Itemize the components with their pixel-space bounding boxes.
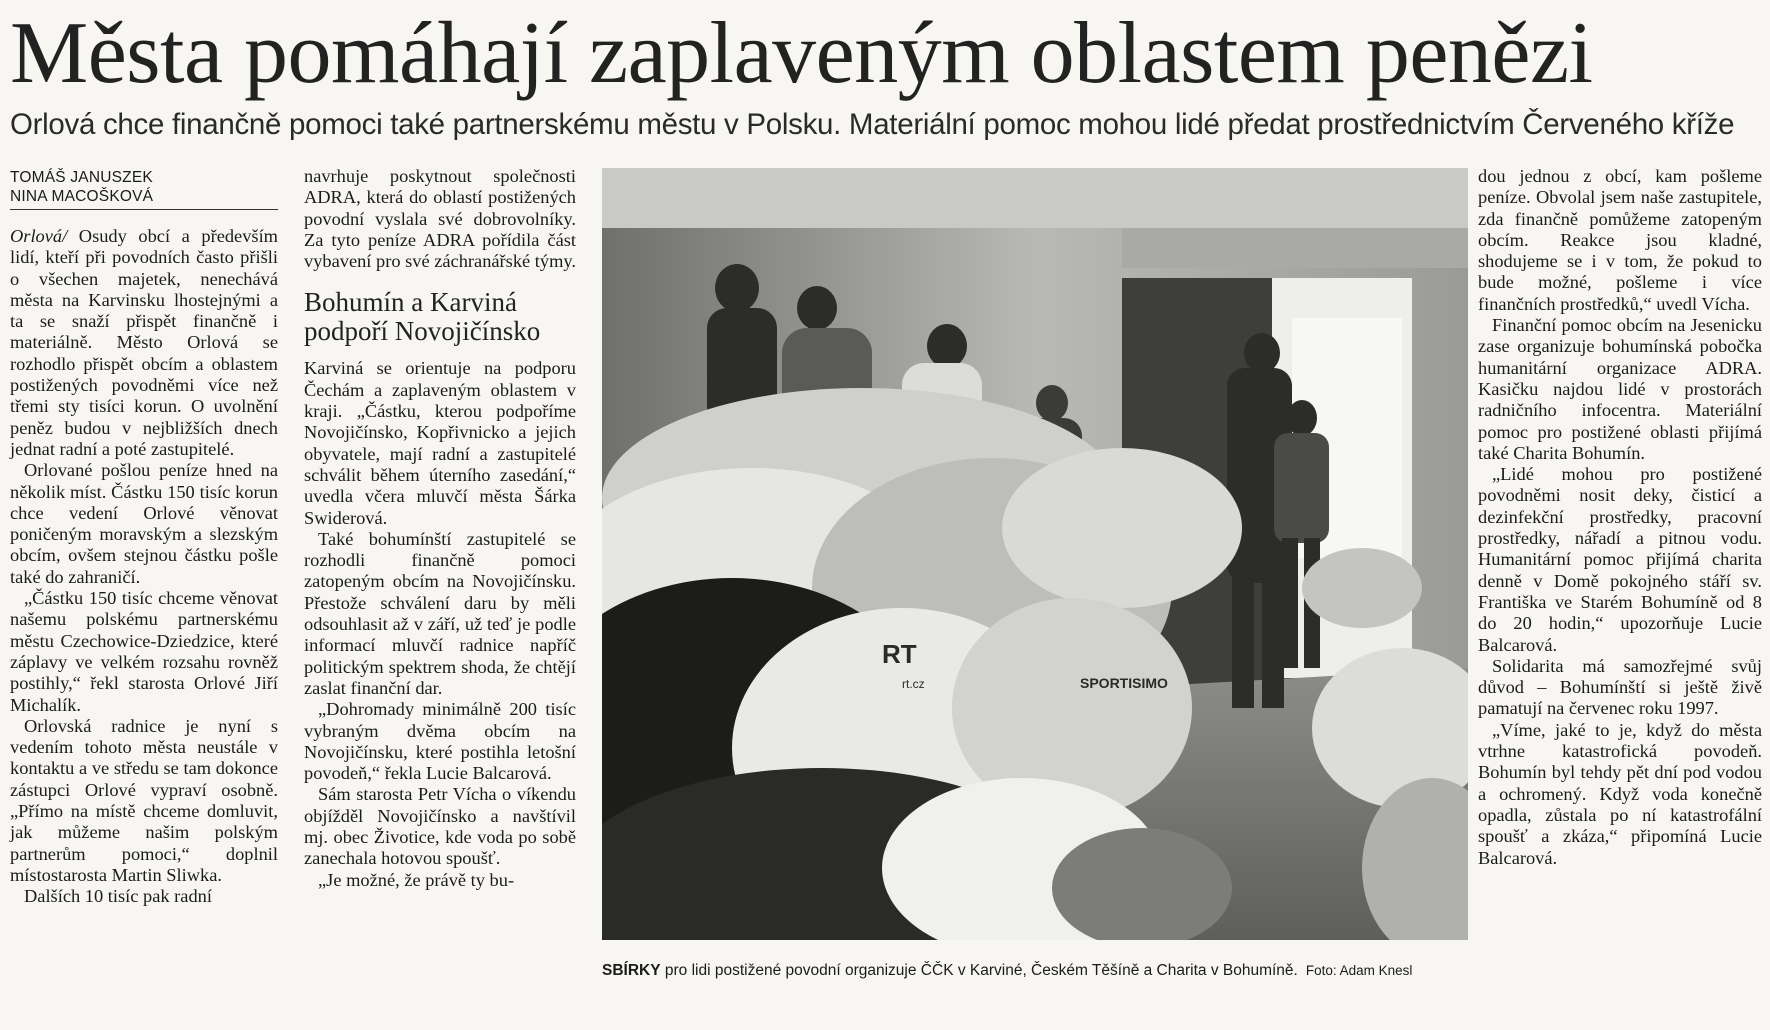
byline [10, 168, 278, 210]
subheadline: Orlová chce finančně pomoci také partnerskému městu v Polsku. Materiální pomoc mohou lidé předat prostřednictvím Červeného kříže [10, 108, 1735, 141]
photo-illustration [602, 168, 1468, 940]
paragraph: „Je možné, že právě ty bu- [318, 869, 515, 890]
paragraph: Solidarita má samozřejmé svůj důvod – Bohumínští si ještě živě pamatují na červenec roku 1997. [1478, 655, 1762, 719]
paragraph: „Částku 150 tisíc chceme věnovat našemu polskému partnerskému městu Czechowice-Dziedzice, které záplavy ve velkém rozsahu rovněž postihly,“ řekl starosta Orlové Jiří Michalík. [10, 588, 278, 715]
paragraph: Sám starosta Petr Vícha o víkendu objížděl Novojičínsko a navštívil mj. obec Životice, kde voda po sobě zanechala hotovou spoušť. [304, 784, 576, 869]
paragraph: „Dohromady minimálně 200 tisíc vybraným dvěma obcím na Novojičínsku, které postihla letošní povodeň,“ řekla Lucie Balcarová. [304, 699, 576, 784]
paragraph: „Lidé mohou pro postižené povodněmi nosit deky, čisticí a dezinfekční prostředky, pracovní prostředky, nářadí a pitnou vodu. Humanitární pomoc přijímá charita denně v Domě pokojného stáří sv. Františka ve Starém Bohumíně od 8 do 20 hodin,“ upozorňuje Lucie Balcarová. [1478, 464, 1762, 655]
news-photo [602, 168, 1468, 940]
author-name: NINA MACOŠKOVÁ [10, 188, 154, 205]
paragraph: Karviná se orientuje na podporu Čechám a zaplaveným oblastem v kraji. „Částku, kterou podpoříme Novojičínsko, Kopřivnicko a jejich obyvatele, mají radní a zastupitelé schválit během úterního zasedání,“ uvedla včera mluvčí města Šárka Swiderová. [304, 358, 576, 528]
paragraph: Finanční pomoc obcím na Jesenicku zase organizuje bohumínská pobočka humanitární organizace ADRA. Kasičku najdou lidé v prostorách radničního infocentra. Materiální pomoc pro postižené oblasti přijímá také Charita Bohumín. [1478, 315, 1762, 463]
paragraph: Orlované pošlou peníze hned na několik míst. Částku 150 tisíc korun chce vedení Orlové věnovat poničeným moravským a slezským obcím, ovšem stejnou částku pošle také do zahraničí. [10, 460, 278, 587]
bag-label: rt.cz [902, 677, 925, 691]
paragraph: navrhuje poskytnout společnosti ADRA, která do oblastí postižených povodní vyslala své dobrovolníky. Za tyto peníze ADRA pořídila část vybavení pro své záchranářské týmy. [304, 166, 577, 272]
article-column-2 [304, 166, 576, 891]
paragraph: Dalších 10 tisíc pak radní [24, 886, 212, 907]
paragraph: „Víme, jaké to je, když do města vtrhne katastrofická povodeň. Bohumín byl tehdy pět dní pod vodou a ochromený. Když voda konečně opadla, zůstala po ní katastrofální spoušť a zkáza,“ připomíná Lucie Balcarová. [1478, 719, 1762, 868]
photo-caption [602, 962, 1468, 980]
article-column-1 [10, 168, 278, 908]
paragraph-text: Osudy obcí a především lidí, kteří při povodních často přišli o všechen majetek, nenechává města na Karvinsku lhostejnými a ta se snaží přispět finančně i materiálně. Město Orlová se rozhodlo přispět obcím a oblastem postižených povodněmi více než třemi sty tisíci korun. O uvolnění peněz budou v nejbližších dnech jednat radní a poté zastupitelé. [10, 226, 278, 459]
paragraph: dou jednou z obcí, kam pošleme peníze. Obvolal jsem naše zastupitele, zda finančně pomůžeme zatopeným obcím. Reakce jsou kladné, shodujeme se i v tom, že pokud to bude možné, pošleme i více finančních prostředků,“ uvedl Vícha. [1478, 166, 1762, 314]
dateline: Orlová/ [10, 226, 68, 246]
paragraph [10, 226, 278, 460]
bag-label: RT [882, 639, 917, 669]
caption-lead: SBÍRKY [602, 962, 661, 979]
caption-text: pro lidi postižené povodní organizuje ČČK v Karviné, Českém Těšíně a Charita v Bohumíně. [660, 962, 1298, 979]
photo-credit: Foto: Adam Knesl [1305, 963, 1413, 978]
paragraph: Orlovská radnice je nyní s vedením tohoto města neustále v kontaktu a ve středu se tam dokonce zástupci Orlové vypraví osobně. „Přímo na místě chceme domluvit, jak můžeme našim polským partnerům pomoci,“ doplnil místostarosta Martin Sliwka. [10, 715, 278, 885]
paragraph: Také bohumínští zastupitelé se rozhodli finančně pomoci zatopeným obcím na Novojičínsku. Přestože schválení daru by měli odsouhlasit až v září, už teď je podle informací mluvčí radnice napříč politickým spektrem shoda, že chtějí zaslat finanční dar. [304, 528, 576, 698]
article-column-4 [1478, 166, 1762, 869]
section-heading: Bohumín a Karviná podpoří Novojičínsko [304, 287, 541, 347]
author-name: TOMÁŠ JANUSZEK [10, 169, 153, 186]
bag-label: SPORTISIMO [1080, 675, 1168, 691]
headline: Města pomáhají zaplaveným oblastem penězi [10, 5, 1593, 102]
